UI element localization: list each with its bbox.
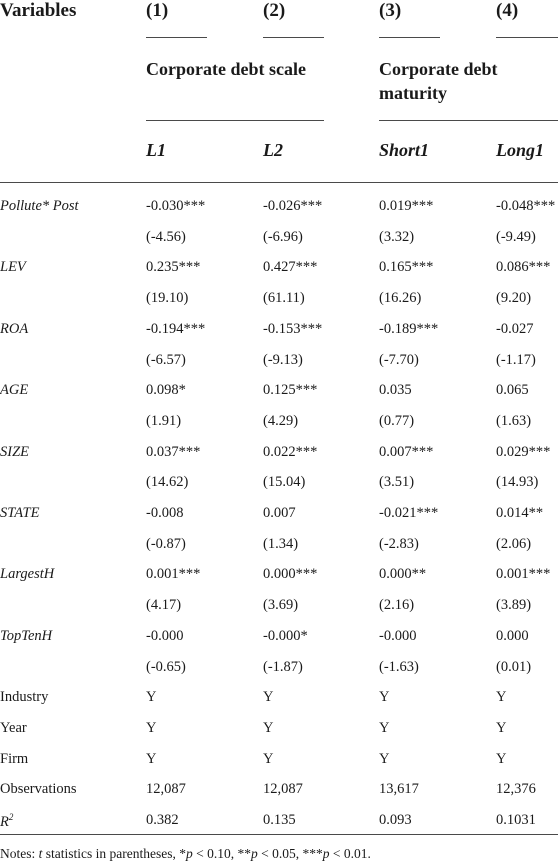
value-cell: Y: [146, 750, 157, 767]
coef-cell: 0.029***: [496, 443, 551, 460]
coef-cell: 0.427***: [263, 259, 318, 276]
value-cell: Y: [146, 719, 157, 736]
coef-cell: 0.001***: [496, 566, 551, 583]
col-3-header: (3): [379, 0, 402, 21]
t-stat-cell: (-1.17): [496, 351, 536, 368]
coef-cell: 0.165***: [379, 259, 434, 276]
r-squared-symbol: R: [0, 813, 9, 830]
coef-cell: 0.000: [496, 627, 529, 644]
row-label: LargestH: [0, 566, 55, 583]
col-3-rule: [379, 37, 440, 38]
t-stat-cell: (0.77): [379, 412, 415, 429]
coef-cell: -0.189***: [379, 320, 439, 337]
t-stat-cell: (0.01): [496, 658, 532, 675]
col-4-header: (4): [496, 0, 519, 21]
value-cell: 0.1031: [496, 812, 536, 828]
coef-cell: 0.086***: [496, 259, 551, 276]
value-cell: Y: [496, 719, 507, 736]
coef-cell: 0.098*: [146, 382, 186, 399]
t-stat-cell: (-0.87): [146, 535, 186, 552]
t-stat-cell: (14.62): [146, 474, 189, 491]
table-bottom-rule: [0, 834, 558, 835]
row-label: LEV: [0, 259, 26, 276]
subheader-l1: L1: [146, 140, 166, 160]
coef-cell: -0.048***: [496, 198, 556, 214]
value-cell: Y: [496, 689, 507, 706]
coef-cell: -0.153***: [263, 320, 323, 337]
coef-cell: 0.014**: [496, 505, 544, 521]
coef-cell: -0.030***: [146, 198, 206, 214]
coef-cell: -0.021***: [379, 505, 439, 521]
subheader-short1: Short1: [379, 140, 430, 160]
col-1-header: (1): [146, 0, 169, 21]
value-cell: Y: [263, 719, 274, 736]
row-label: Year: [0, 719, 27, 736]
t-stat-cell: (4.17): [146, 597, 182, 614]
coef-cell: 0.125***: [263, 382, 318, 399]
r-squared-superscript: 2: [8, 812, 14, 822]
value-cell: 12,087: [263, 781, 303, 798]
t-stat-cell: (-6.96): [263, 228, 303, 245]
coef-cell: 0.007: [263, 505, 296, 521]
value-cell: Y: [379, 689, 390, 706]
t-stat-cell: (14.93): [496, 474, 539, 491]
t-stat-cell: (19.10): [146, 290, 189, 307]
coef-cell: 0.000**: [379, 566, 427, 583]
value-cell: Y: [379, 719, 390, 736]
col-2-header: (2): [263, 0, 286, 21]
row-label: STATE: [0, 505, 40, 521]
coef-cell: 0.001***: [146, 566, 201, 583]
row-label: AGE: [0, 382, 29, 399]
t-stat-cell: (-9.13): [263, 351, 303, 368]
coef-cell: -0.027: [496, 320, 534, 337]
row-label: Firm: [0, 750, 29, 767]
value-cell: Y: [496, 750, 507, 767]
r-squared-label: [0, 812, 13, 831]
t-stat-cell: (15.04): [263, 474, 306, 491]
notes-text-3: < 0.05, ***: [257, 846, 323, 861]
group-scale-rule: [146, 120, 324, 121]
row-label: SIZE: [0, 443, 29, 460]
t-stat-cell: (-2.83): [379, 535, 419, 552]
t-stat-cell: (-0.65): [146, 658, 186, 675]
col-4-rule: [496, 37, 558, 38]
row-label: Industry: [0, 689, 49, 706]
subheader-long1: Long1: [496, 140, 545, 160]
t-stat-cell: (4.29): [263, 412, 299, 429]
col-1-rule: [146, 37, 207, 38]
value-cell: 0.093: [379, 812, 412, 828]
t-stat-cell: (3.32): [379, 228, 415, 245]
notes-p-2: p: [251, 846, 258, 861]
coef-cell: -0.008: [146, 505, 184, 521]
variables-header: Variables: [0, 0, 77, 21]
value-cell: 0.135: [263, 812, 296, 828]
group-debt-scale: Corporate debt scale: [146, 59, 306, 79]
group-debt-maturity: Corporate debt maturity: [379, 59, 498, 103]
coef-cell: 0.035: [379, 382, 412, 399]
notes-text-2: < 0.10, **: [192, 846, 251, 861]
t-stat-cell: (3.89): [496, 597, 532, 614]
coef-cell: 0.235***: [146, 259, 201, 276]
coef-cell: -0.000: [379, 627, 417, 644]
t-stat-cell: (9.20): [496, 290, 532, 307]
t-stat-cell: (-6.57): [146, 351, 186, 368]
notes-p-3: p: [322, 846, 330, 861]
t-stat-cell: (1.91): [146, 412, 182, 429]
row-label: Pollute* Post: [0, 198, 79, 214]
t-stat-cell: (1.63): [496, 412, 532, 429]
coef-cell: -0.194***: [146, 320, 206, 337]
value-cell: Y: [263, 689, 274, 706]
t-stat-cell: (16.26): [379, 290, 422, 307]
value-cell: 0.382: [146, 812, 179, 828]
value-cell: Y: [146, 689, 157, 706]
value-cell: Y: [263, 750, 274, 767]
value-cell: Y: [379, 750, 390, 767]
t-stat-cell: (2.16): [379, 597, 415, 614]
coef-cell: 0.022***: [263, 443, 318, 460]
t-stat-cell: (3.69): [263, 597, 299, 614]
value-cell: 12,087: [146, 781, 186, 798]
subheader-l2: L2: [263, 140, 283, 160]
col-2-rule: [263, 37, 324, 38]
coef-cell: 0.019***: [379, 198, 434, 214]
coef-cell: -0.000*: [263, 627, 308, 644]
group-maturity-rule: [379, 120, 558, 121]
coef-cell: 0.000***: [263, 566, 318, 583]
notes-text-1: statistics in parentheses, *: [42, 846, 186, 861]
t-stat-cell: (-4.56): [146, 228, 186, 245]
t-stat-cell: (2.06): [496, 535, 532, 552]
t-stat-cell: (1.34): [263, 535, 299, 552]
notes-t: t: [38, 846, 43, 861]
t-stat-cell: (-1.87): [263, 658, 303, 675]
notes-p-1: p: [186, 846, 193, 861]
t-stat-cell: (-7.70): [379, 351, 419, 368]
coef-cell: 0.037***: [146, 443, 201, 460]
row-label: ROA: [0, 320, 29, 337]
coef-cell: -0.000: [146, 627, 184, 644]
coef-cell: 0.007***: [379, 443, 434, 460]
t-stat-cell: (-1.63): [379, 658, 419, 675]
notes-text-4: < 0.01.: [329, 846, 371, 861]
coef-cell: -0.026***: [263, 198, 323, 214]
row-label: Observations: [0, 781, 77, 798]
t-stat-cell: (3.51): [379, 474, 415, 491]
coef-cell: 0.065: [496, 382, 529, 399]
table-notes: [0, 846, 371, 862]
header-bottom-rule: [0, 182, 558, 183]
t-stat-cell: (61.11): [263, 290, 305, 307]
value-cell: 12,376: [496, 781, 536, 798]
row-label: TopTenH: [0, 627, 53, 644]
t-stat-cell: (-9.49): [496, 228, 536, 245]
value-cell: 13,617: [379, 781, 419, 798]
notes-prefix: Notes:: [0, 846, 39, 861]
